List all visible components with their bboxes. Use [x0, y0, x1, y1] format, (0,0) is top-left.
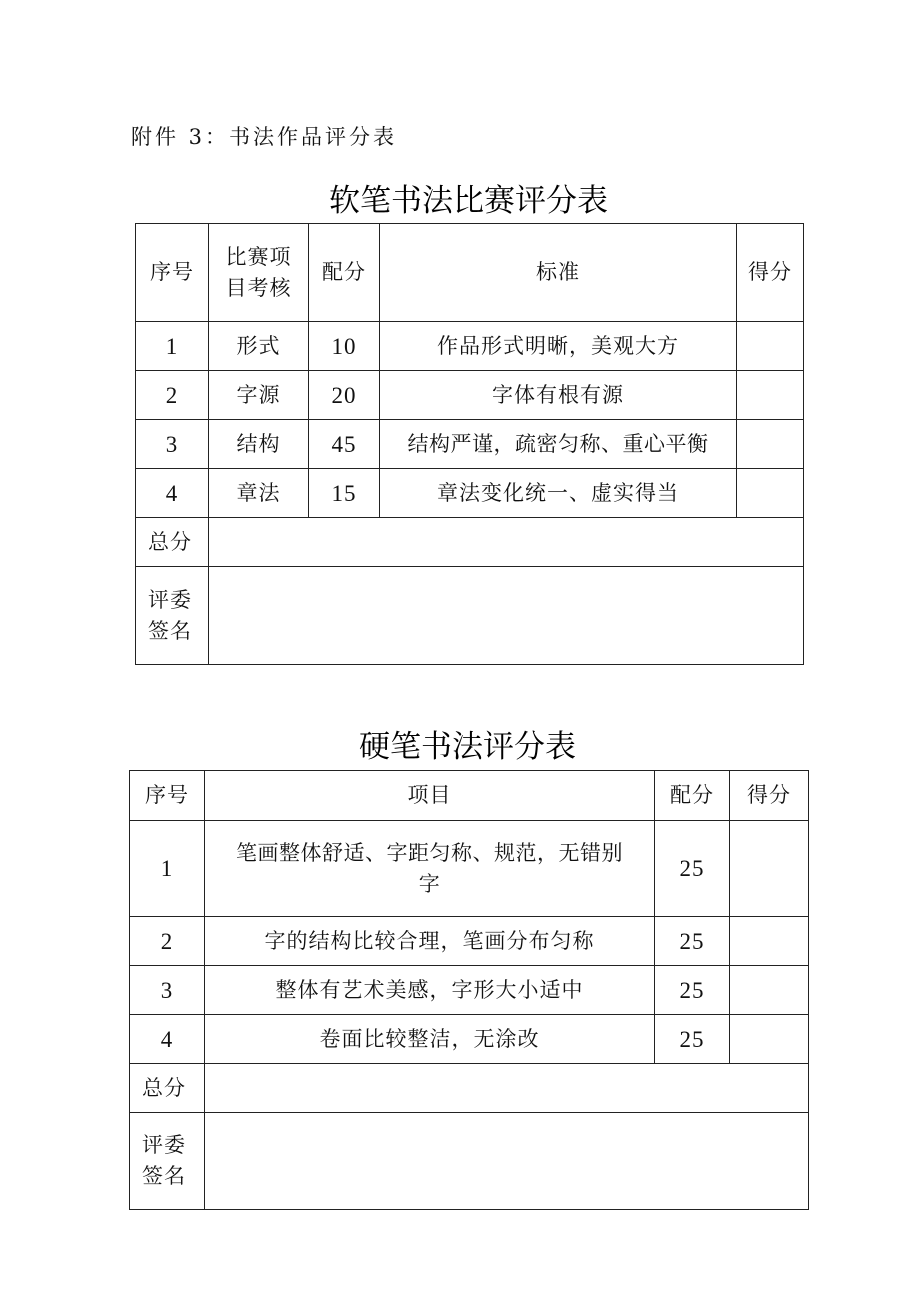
soft-score-table: [135, 223, 804, 665]
header-points: 配分: [655, 771, 730, 821]
row-item: 形式: [209, 322, 309, 371]
row-item: 卷面比较整洁，无涂改: [205, 1015, 655, 1064]
row-score-cell[interactable]: [730, 821, 809, 917]
judge-signature-cell[interactable]: [209, 567, 804, 665]
row-item-line2: 字: [418, 871, 441, 896]
row-seq: 1: [136, 322, 209, 371]
row-seq: 3: [136, 420, 209, 469]
attachment-label: 附件 3：书法作品评分表: [131, 125, 398, 149]
total-label: 总分: [130, 1064, 205, 1113]
row-item: 字的结构比较合理，笔画分布匀称: [205, 917, 655, 966]
row-standard: 结构严谨，疏密匀称、重心平衡: [380, 420, 737, 469]
row-score-cell[interactable]: [737, 420, 804, 469]
row-standard: 章法变化统一、虚实得当: [380, 469, 737, 518]
row-seq: 4: [130, 1015, 205, 1064]
total-row: [130, 1064, 809, 1113]
table-row: [130, 966, 809, 1015]
judge-row: [136, 567, 804, 665]
row-item: 整体有艺术美感，字形大小适中: [205, 966, 655, 1015]
judge-label-line2: 签名: [148, 618, 192, 643]
hard-score-table: [129, 770, 809, 1210]
total-row: [136, 518, 804, 567]
header-seq: 序号: [136, 224, 209, 322]
row-score-cell[interactable]: [737, 322, 804, 371]
row-standard: 作品形式明晰，美观大方: [380, 322, 737, 371]
row-points: 25: [655, 1015, 730, 1064]
header-item-line1: 比赛项: [225, 244, 292, 269]
header-points: 配分: [309, 224, 380, 322]
judge-signature-cell[interactable]: [205, 1113, 809, 1210]
judge-label: [130, 1113, 205, 1210]
total-label: 总分: [136, 518, 209, 567]
table-row: [130, 917, 809, 966]
hard-header-row: [130, 771, 809, 821]
judge-label: [136, 567, 209, 665]
row-points: 25: [655, 917, 730, 966]
row-item: 结构: [209, 420, 309, 469]
header-standard: 标准: [380, 224, 737, 322]
judge-row: [130, 1113, 809, 1210]
row-seq: 4: [136, 469, 209, 518]
total-value-cell[interactable]: [209, 518, 804, 567]
judge-label-line1: 评委: [148, 587, 192, 612]
table-row: [136, 420, 804, 469]
header-score: 得分: [737, 224, 804, 322]
table-row: [136, 322, 804, 371]
total-value-cell[interactable]: [205, 1064, 809, 1113]
table-row: [136, 469, 804, 518]
row-score-cell[interactable]: [737, 469, 804, 518]
table-row: [130, 821, 809, 917]
row-score-cell[interactable]: [737, 371, 804, 420]
row-seq: 2: [130, 917, 205, 966]
soft-table-title: 软笔书法比赛评分表: [329, 183, 608, 219]
header-item: 项目: [205, 771, 655, 821]
row-standard: 字体有根有源: [380, 371, 737, 420]
row-score-cell[interactable]: [730, 966, 809, 1015]
judge-label-line1: 评委: [142, 1133, 186, 1157]
header-item: [209, 224, 309, 322]
hard-table-title: 硬笔书法评分表: [359, 729, 576, 765]
row-score-cell[interactable]: [730, 1015, 809, 1064]
judge-label-line2: 签名: [142, 1164, 186, 1188]
row-seq: 3: [130, 966, 205, 1015]
soft-header-row: [136, 224, 804, 322]
header-seq: 序号: [130, 771, 205, 821]
row-item: 章法: [209, 469, 309, 518]
row-points: 10: [309, 322, 380, 371]
row-seq: 2: [136, 371, 209, 420]
row-points: 20: [309, 371, 380, 420]
row-points: 15: [309, 469, 380, 518]
header-score: 得分: [730, 771, 809, 821]
row-points: 45: [309, 420, 380, 469]
row-seq: 1: [130, 821, 205, 917]
row-item: 字源: [209, 371, 309, 420]
row-points: 25: [655, 966, 730, 1015]
header-item-line2: 目考核: [225, 275, 292, 300]
row-score-cell[interactable]: [730, 917, 809, 966]
table-row: [136, 371, 804, 420]
row-points: 25: [655, 821, 730, 917]
row-item: [205, 821, 655, 917]
row-item-line1: 笔画整体舒适、字距匀称、规范，无错别: [236, 840, 623, 865]
table-row: [130, 1015, 809, 1064]
